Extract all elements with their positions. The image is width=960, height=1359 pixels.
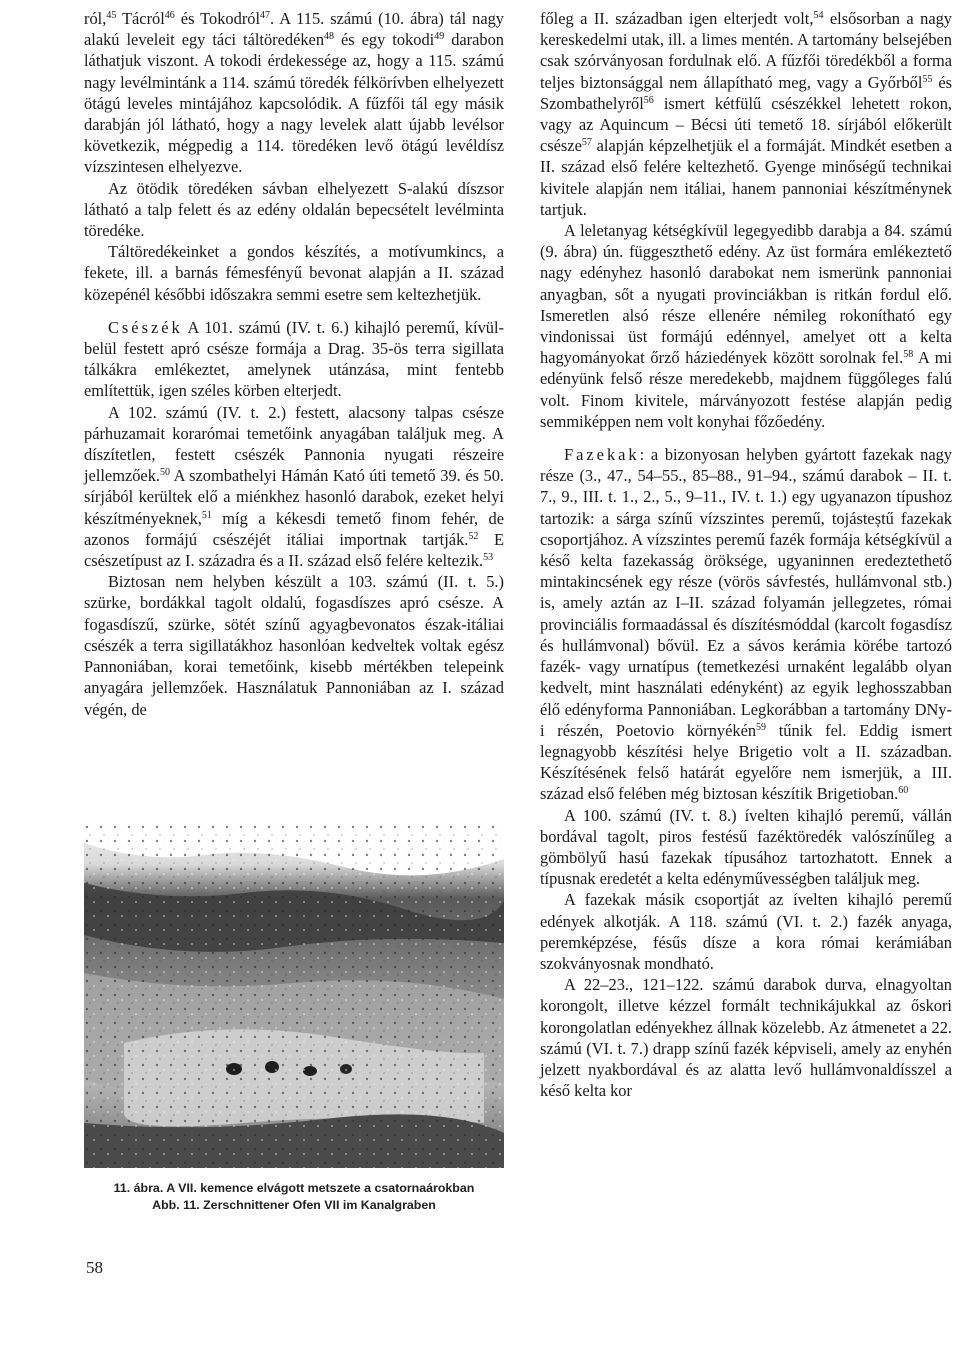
paragraph: Fazekak: a bizonyosan helyben gyártott fazekak nagy része (3., 47., 54–55., 85–88., 91–94., számú darabok – II. t. 7., 9., III. t. 1., 2., 5., 9–11., IV. t. 1.) egy ugyanazon típushoz tartozik: a sárga színű vízszintes peremű, tojásteștű fazekak csoportjához. A vízszintes peremű fazék formája kétségkívül a késő kelta fazekasság öröksége, ugyaninnen eredeztethető mintakincsének egy része (vörös sávfestés, hullámvonal stb.) is, amely aztán az I–II. század folyamán jellegzetes, római provinciális formaadással és díszítésmóddal (karcolt fogasdísz és hullámvonal) bővül. Ez a sávos kerámia körébe tartozó fazék- vagy urnatípus (temetkezési urnaként legalább olyan kedvelt, mint használati edényként) az egyik leghosszabban élő edényforma Pannoniában. Legkorábban a tartomány DNy-i részén, Poetovio környékén$^{59}$ tűnik fel. Eddig ismert legnagyobb készítési helye Brigetio volt a II. században. Készítésének felső határát egyelőre nem ismerjük, a III. század első felében még biztosan készítik Brigetioban.$^{60}$ bbox=[540, 445, 953, 804]
kiln-section-image bbox=[84, 823, 504, 1168]
paragraph: Biztosan nem helyben készült a 103. számú (II. t. 5.) szürke, bordákkal tagolt oldalú, fogasdíszes apró csésze. A fogasdíszű, szürke, sötét színű agyagbevonatos észak-itáliai csészék a terra sigillatákhoz hasonlóan kedveltek voltak egész Pannoniában, korai temetőink, kisebb mértékben telepeink anyagára jellemzőek. Használatuk Pannoniában az I. század végén, de bbox=[84, 572, 504, 719]
paragraph: A fazekak másik csoportját az ívelten kihajló peremű edények alkotják. A 118. számú (VI. t. 2.) fazék anyaga, peremképzése, fésűs dísze a kora római kerámiában szokványosnak mondható. bbox=[540, 890, 952, 973]
paragraph: A 102. számú (IV. t. 2.) festett, alacsony talpas csésze párhuzamait korarómai temetőink anyagában találjuk meg. A díszítetlen, festett csészék Pannonia nyugati részeire jellemzőek.$^{50}$ A szombathelyi Hámán Kató úti temető 39. és 50. sírjából kerültek elő a miénkhez hasonló darabok, ezeket helyi készítményeknek,$^{51}$ míg a kékesdi temető finom fehér, de azonos formájú csészéjét itáliai importnak tartják.$^{52}$ E csészetípust az I. századra és a II. század első felére keltezik.$^{53}$ bbox=[84, 402, 504, 571]
paragraph: Az ötödik töredéken sávban elhelyezett S-alakú díszsor látható a talp felett és az edény oldalán bepecsételt levélminta töredéke. bbox=[84, 178, 504, 241]
paragraph: A leletanyag kétségkívül legegyedibb darabja a 84. számú (9. ábra) ún. függeszthető edény. Az üst formára emlékeztető nagy edényhez hasonló darabokat nem ismerünk pannoniai anyagban, sőt a nyugati provinciákban is ritkán fordul elő. Ismeretlen alsó része ellenére némileg rokonítható egy vindonissai üst formájú edénnyel, amelyet ott a kelta hagyományokat őrző háziedények között sorolnak fel.$^{58}$ A mi edényünk felső része meredekebb, majdnem függőleges falú volt. Finom kivitele, márványozott festése alapján pedig semmiképpen nem volt konyhai főzőedény. bbox=[540, 221, 953, 431]
page-number: 58 bbox=[86, 1258, 103, 1277]
paragraph: főleg a II. században igen elterjedt volt,$^{54}$ elsősorban a nagy kereskedelmi utak, ill. a limes mentén. A tartomány belsejében csak szórványosan fordulnak elő. A fűzfői töredékből a forma teljes biztonsággal nem állapítható meg, vagy a Győrből$^{55}$ és Szombathelyről$^{56}$ ismert kétfülű csészékkel lehetett rokon, vagy az Aquincum – Bécsi úti temető 18. sírjából előkerült csésze$^{57}$ alapján képzelhetjük el a formáját. Mindkét esetben a II. század első felére keltezhető. Gyenge minőségű technikai kivitele alapján nem itáliai, hanem pannoniai készítménynek tartjuk. bbox=[540, 9, 953, 219]
paragraph: Táltöredékeinket a gondos készítés, a motívumkincs, a fekete, ill. a barnás fémesfényű bevonat alapján a II. század közepénél későbbi időszakra semmi esetre sem keltezhetjük. bbox=[84, 242, 504, 304]
section-heading: Csészék bbox=[108, 317, 183, 337]
right-column bbox=[540, 8, 952, 1101]
excavation-photo bbox=[84, 823, 504, 1168]
paragraph: A 100. számú (IV. t. 8.) ívelten kihajló peremű, vállán bordával tagolt, piros festésű fazéktöredék valószínűleg a gömbölyű hasú fazekak típusához tartozhatott. Ennek a típusnak eredetét a kelta edényművességben találjuk meg. bbox=[540, 805, 952, 889]
left-column bbox=[84, 8, 504, 720]
figure-caption bbox=[84, 1180, 504, 1214]
paragraph: ról,$^{45}$ Tácról$^{46}$ és Tokodról$^{47}$. A 115. számú (10. ábra) tál nagy alakú leveleit egy táci táltöredéken$^{48}$ és egy tokodi$^{49}$ darabon láthatjuk viszont. A tokodi érdekessége az, hogy a 115. számú nagy levélmintánk a 114. számú töredék félkörívben elhelyezett ötágú leveles mintájához kapcsolódik. A fűzfői tál egy másik darabján jól látható, hogy a nagy levelek alatt újabb levélsor következik, mégpedig a 114. töredéken levő ötágú levéldísz vízszintesen elhelyezve. bbox=[84, 9, 504, 177]
caption-hungarian: 11. ábra. A VII. kemence elvágott metszete a csatornaárokban bbox=[113, 1181, 475, 1195]
section-heading: Fazekak bbox=[564, 445, 640, 465]
paragraph: Csészék A 101. számú (IV. t. 6.) kihajló peremű, kívül-belül festett apró csésze formája a Drag. 35-ös terra sigillata tálkákra emlékeztet, amelynek utánzása, mint fentebb említettük, igen széles körben elterjedt. bbox=[84, 317, 504, 401]
caption-german: Abb. 11. Zerschnittener Ofen VII im Kanalgraben bbox=[152, 1198, 436, 1212]
paragraph: A 22–23., 121–122. számú darabok durva, elnagyoltan korongolt, illetve kézzel formált technikájukkal az őskori korongolatlan edényekhez állnak közelebb. Az átmenetet a 22. számú (VI. t. 7.) drapp színű fazék képviseli, amely az enyhén jelzett nyakbordával és az alatta levő hullámvonaldísszel a késő kelta kor bbox=[540, 975, 952, 1101]
